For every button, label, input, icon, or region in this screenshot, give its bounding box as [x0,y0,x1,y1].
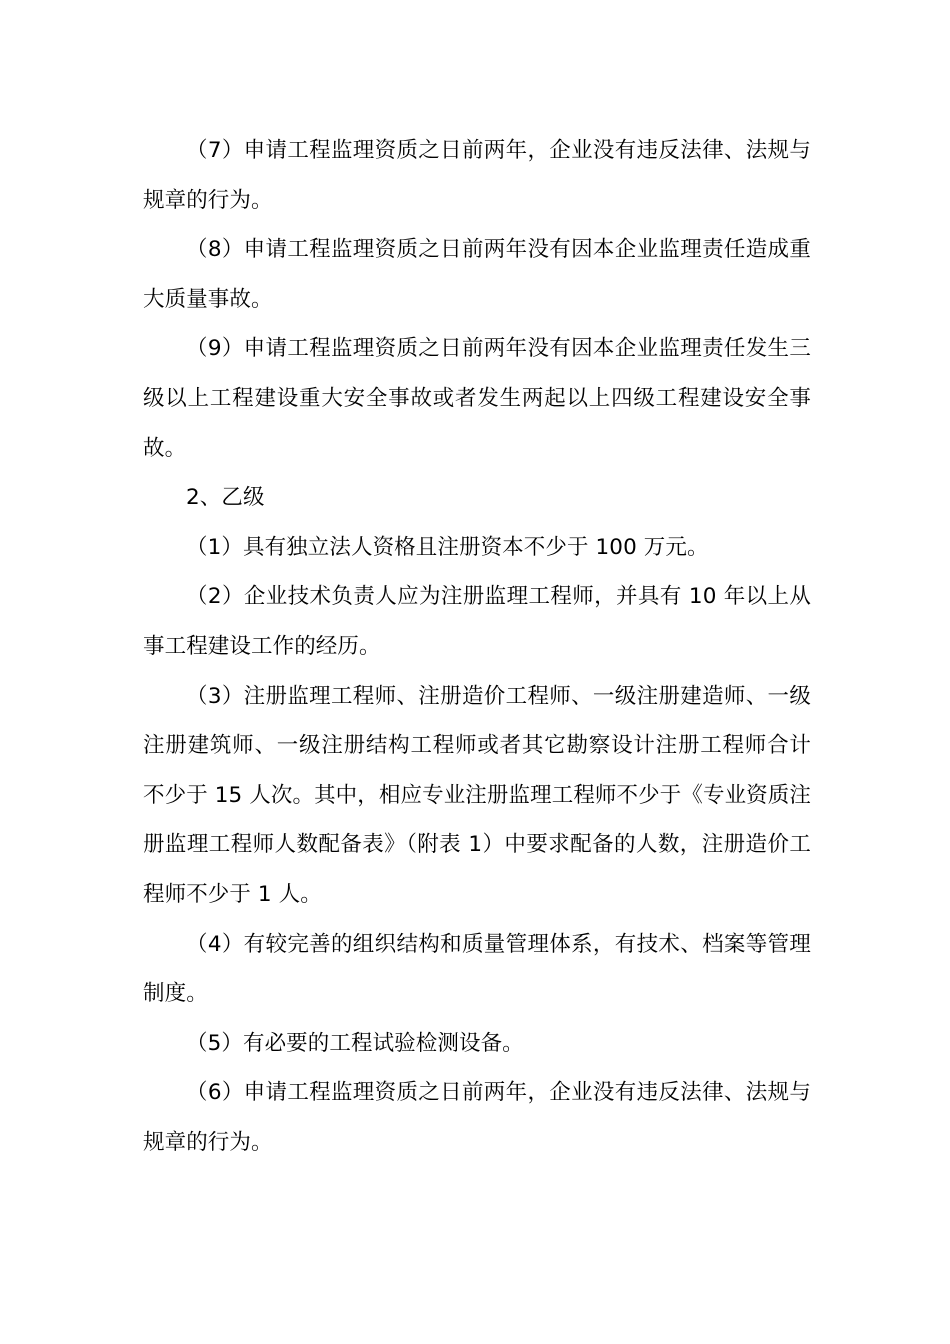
paragraph-item-9: （9）申请工程监理资质之日前两年没有因本企业监理责任发生三级以上工程建设重大安全事故或者发生两起以上四级工程建设安全事故。 [143,336,811,461]
paragraph-item-7: （7）申请工程监理资质之日前两年，企业没有违反法律、法规与规章的行为。 [143,138,811,213]
paragraph-item-1: （1）具有独立法人资格且注册资本不少于 100 万元。 [186,534,709,560]
paragraph-item-4: （4）有较完善的组织结构和质量管理体系，有技术、档案等管理制度。 [143,931,811,1007]
paragraph-item-3: （3）注册监理工程师、注册造价工程师、一级注册建造师、一级注册建筑师、一级注册结构工程师或者其它勘察设计注册工程师合计不少于 15 人次。其中，相应专业注册监理工程师不少于《专业资质注册监理工程师人数配备表》（附表 1）中要求配备的人数，注册造价工程师不少于 1 人。 [143,683,811,907]
document-body [143,126,811,1167]
paragraph-item-8: （8）申请工程监理资质之日前两年没有因本企业监理责任造成重大质量事故。 [143,237,811,312]
paragraph-item-6: （6）申请工程监理资质之日前两年，企业没有违反法律、法规与规章的行为。 [143,1080,811,1155]
paragraph-item-5: （5）有必要的工程试验检测设备。 [186,1030,524,1056]
section-heading-grade-b: 2、乙级 [186,485,265,511]
paragraph-item-2: （2）企业技术负责人应为注册监理工程师，并具有 10 年以上从事工程建设工作的经历。 [143,584,811,659]
